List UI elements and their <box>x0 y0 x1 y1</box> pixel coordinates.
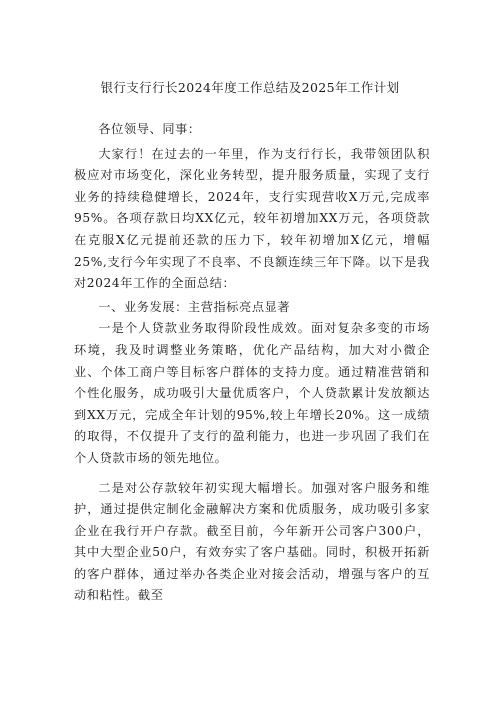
intro-paragraph: 大家行！在过去的一年里，作为支行行长，我带领团队积极应对市场变化，深化业务转型，提升服务质量，实现了支行业务的持续稳健增长，2024年，支行实现营收X万元,完成率95%。各项存款日均XX亿元，较年初增加XX万元，各项贷款在克服X亿元提前还款的压力下，较年初增加X亿元，增幅25%,支行今年实现了不良率、不良额连续三年下降。以下是我对2024年工作的全面总结： <box>74 146 430 291</box>
body-paragraph: 二是对公存款较年初实现大幅增长。加强对客户服务和维护，通过提供定制化金融解决方案和优质服务，成功吸引多家企业在我行开户存款。截至目前，今年新开公司客户300户，其中大型企业50户，有效夯实了客户基础。同时，积极开拓新的客户群体，通过举办各类企业对接会活动，增强与客户的互动和粘性。截至 <box>74 480 430 603</box>
section-heading: 一、业务发展：主营指标亮点显著 <box>98 299 291 314</box>
salutation: 各位领导、同事： <box>98 122 201 136</box>
body-paragraph: 一是个人贷款业务取得阶段性成效。面对复杂多变的市场环境，我及时调整业务策略，优化产品结构，加大对小微企业、个体工商户等目标客户群体的支持力度。通过精准营销和个性化服务，成功吸引大量优质客户，个人贷款累计发放额达到XX万元，完成全年计划的95%,较上年增长20%。这一成绩的取得，不仅提升了支行的盈利能力，也进一步巩固了我们在个人贷款市场的领先地位。 <box>74 321 430 465</box>
document-body <box>74 119 430 607</box>
document-title: 银行支行行长2024年度工作总结及2025年工作计划 <box>100 80 400 95</box>
